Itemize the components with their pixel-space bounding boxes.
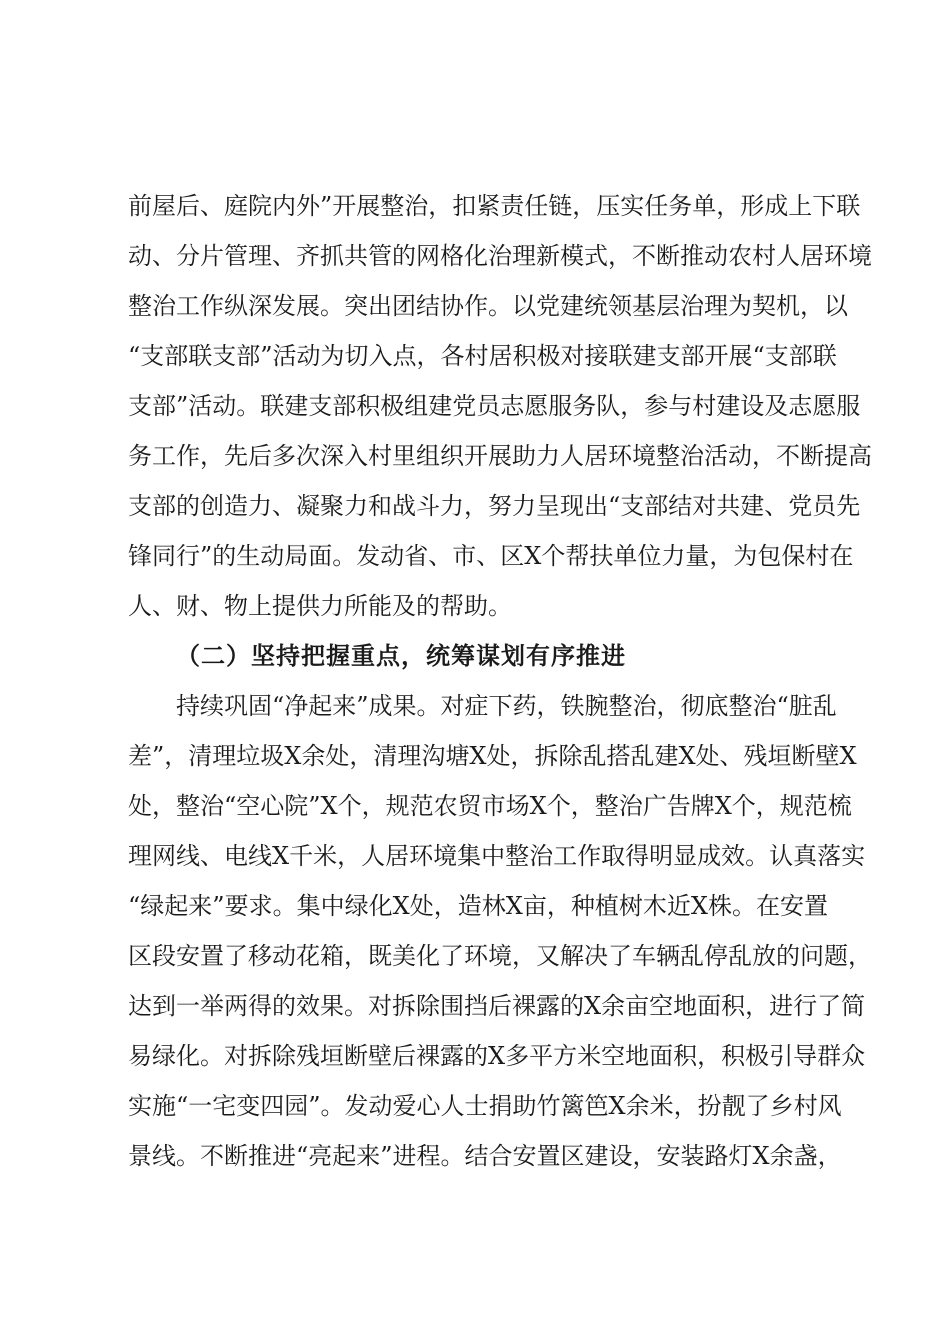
body-text-line: 人、财、物上提供力所能及的帮助。 [128,592,512,620]
body-text-line: “绿起来”要求。集中绿化X处，造林X亩，种植树木近X株。在安置 [128,892,828,920]
body-text-line: 达到一举两得的效果。对拆除围挡后裸露的X余亩空地面积，进行了简 [128,992,866,1020]
body-text-line: 持续巩固“净起来”成果。对症下药，铁腕整治，彻底整治“脏乱 [176,692,837,720]
body-text-line: 务工作，先后多次深入村里组织开展助力人居环境整治活动，不断提高 [128,442,872,470]
body-text-line: 整治工作纵深发展。突出团结协作。以党建统领基层治理为契机，以 [128,292,848,320]
body-text-line: 处，整治“空心院”X个，规范农贸市场X个，整治广告牌X个，规范梳 [128,792,852,820]
body-text-line: 区段安置了移动花箱，既美化了环境，又解决了车辆乱停乱放的问题， [128,942,872,970]
body-text-line: 理网线、电线X千米，人居环境集中整治工作取得明显成效。认真落实 [128,842,866,870]
body-text-line: 支部的创造力、凝聚力和战斗力，努力呈现出“支部结对共建、党员先 [128,492,861,520]
body-text-line: 支部”活动。联建支部积极组建党员志愿服务队，参与村建设及志愿服 [128,392,861,420]
body-text-line: 前屋后、庭院内外”开展整治，扣紧责任链，压实任务单，形成上下联 [128,192,861,220]
body-text-line: 景线。不断推进“亮起来”进程。结合安置区建设，安装路灯X余盏， [128,1142,842,1170]
body-text-line: 实施“一宅变四园”。发动爱心人士捐助竹篱笆X余米，扮靓了乡村风 [128,1092,842,1120]
body-text-line: 锋同行”的生动局面。发动省、市、区X个帮扶单位力量，为包保村在 [128,542,854,570]
body-text-line: 动、分片管理、齐抓共管的网格化治理新模式，不断推动农村人居环境 [128,242,872,270]
body-text-line: 差”，清理垃圾X余处，清理沟塘X处，拆除乱搭乱建X处、残垣断壁X [128,742,857,770]
section-heading: （二）坚持把握重点，统筹谋划有序推进 [176,642,626,670]
body-text-line: “支部联支部”活动为切入点，各村居积极对接联建支部开展“支部联 [128,342,837,370]
body-text-line: 易绿化。对拆除残垣断壁后裸露的X多平方米空地面积，积极引导群众 [128,1042,866,1070]
